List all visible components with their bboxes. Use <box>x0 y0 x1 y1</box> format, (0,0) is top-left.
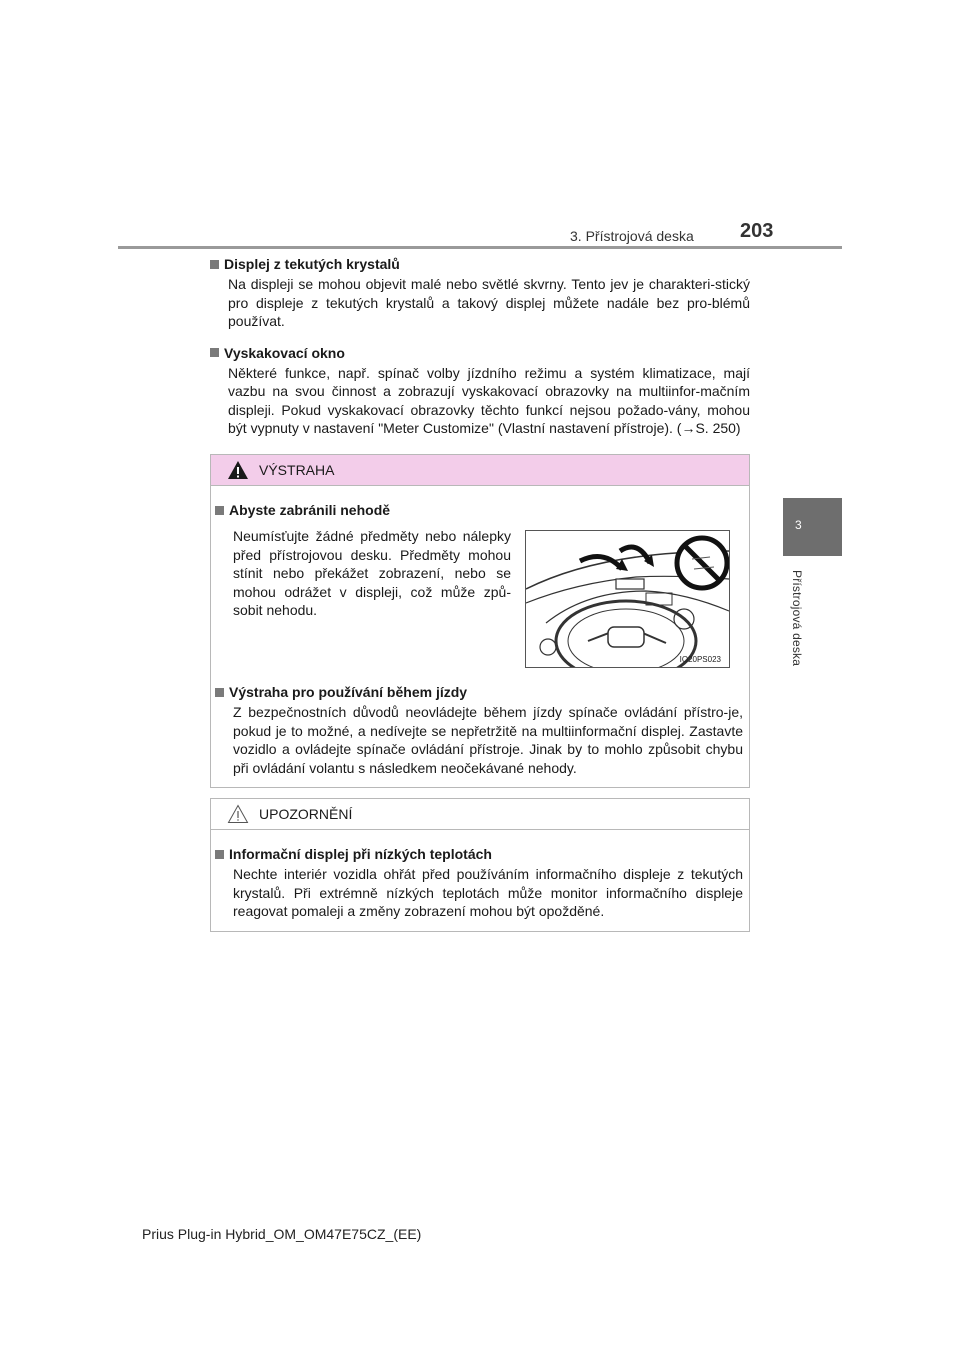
warning-item-heading-text: Abyste zabránili nehodě <box>229 502 391 518</box>
footer-document-id: Prius Plug-in Hybrid_OM_OM47E75CZ_(EE) <box>142 1226 422 1242</box>
warning-item-heading <box>215 500 743 520</box>
dashboard-illustration <box>525 530 730 668</box>
warning-title: VÝSTRAHA <box>259 462 335 478</box>
illustration-code: IO20PS023 <box>679 655 721 664</box>
caution-header <box>211 799 749 830</box>
header-rule <box>118 246 842 249</box>
page-number: 203 <box>740 220 774 242</box>
square-bullet-icon <box>210 348 219 357</box>
section-heading <box>210 254 750 274</box>
chapter-tab <box>783 498 842 556</box>
section-heading <box>210 343 750 363</box>
caution-triangle-icon <box>227 804 249 824</box>
warning-item-row <box>215 526 743 668</box>
square-bullet-icon <box>215 688 224 697</box>
warning-item-text: Neumísťujte žádné předměty nebo nálepky před přístrojovou desku. Předměty mohou stínit nebo překážet zobrazení, nebo se mohou odrážet v displeji, což může způ-sobit nehodu. <box>233 528 511 618</box>
chapter-tab-number: 3 <box>795 518 802 532</box>
section-text: Některé funkce, např. spínač volby jízdního režimu a systém klimatizace, mají vazbu na svou činnost a zobrazují vyskakovací obrazovky na multiinfor-mačním displeji. Pokud vyskakovací obrazovky těchto funkcí nejsou požado-vány, mohou být vypnuty v nastavení "Meter Customize" (Vlastní nastavení přístroje). (→S. 250) <box>228 364 750 436</box>
square-bullet-icon <box>215 850 224 859</box>
section-heading-text: Displej z tekutých krystalů <box>224 256 400 272</box>
section-popup <box>210 343 750 438</box>
warning-header <box>211 455 749 486</box>
chapter-tab-label: Přístrojová deska <box>790 570 804 667</box>
section-lcd <box>210 254 750 331</box>
section-text: Na displeji se mohou objevit malé nebo světlé skvrny. Tento jev je charakteri-stický pro displeje z tekutých krystalů a takový displej můžete nadále bez pro-blémů používat. <box>228 276 750 329</box>
main-content <box>210 254 750 450</box>
warning-triangle-icon <box>227 460 249 480</box>
square-bullet-icon <box>210 260 219 269</box>
square-bullet-icon <box>215 506 224 515</box>
warning-body <box>211 486 749 777</box>
dashboard-no-objects-icon <box>526 531 729 667</box>
caution-item-text: Nechte interiér vozidla ohřát před používáním informačního displeje z tekutých krystalů. Při extrémně nízkých teplotách může monitor informačního displeje reagovat pomaleji a změny zobrazení mohou být opožděné. <box>233 866 743 919</box>
section-heading-text: Vyskakovací okno <box>224 344 345 361</box>
warning-item-heading <box>215 682 743 702</box>
caution-body <box>211 830 749 921</box>
header-section-title: 3. Přístrojová deska <box>570 228 694 244</box>
warning-item-text: Z bezpečnostních důvodů neovládejte během jízdy spínače ovládání přístro-je, pokud je to možné, a nedívejte se nepřetržitě na multiinformační displej. Zastavte vozidlo a ovládejte spínače ovládání přístroje. Jinak by to mohlo způsobit chybu při ovládání volantu s následkem neočekávané nehody. <box>233 704 743 776</box>
caution-item-heading-text: Informační displej při nízkých teplotách <box>229 846 492 862</box>
caution-title: UPOZORNĚNÍ <box>259 806 353 822</box>
warning-box <box>210 454 750 788</box>
warning-item-heading-text: Výstraha pro používání během jízdy <box>229 684 468 700</box>
caution-box <box>210 798 750 932</box>
caution-item-heading <box>215 844 743 864</box>
